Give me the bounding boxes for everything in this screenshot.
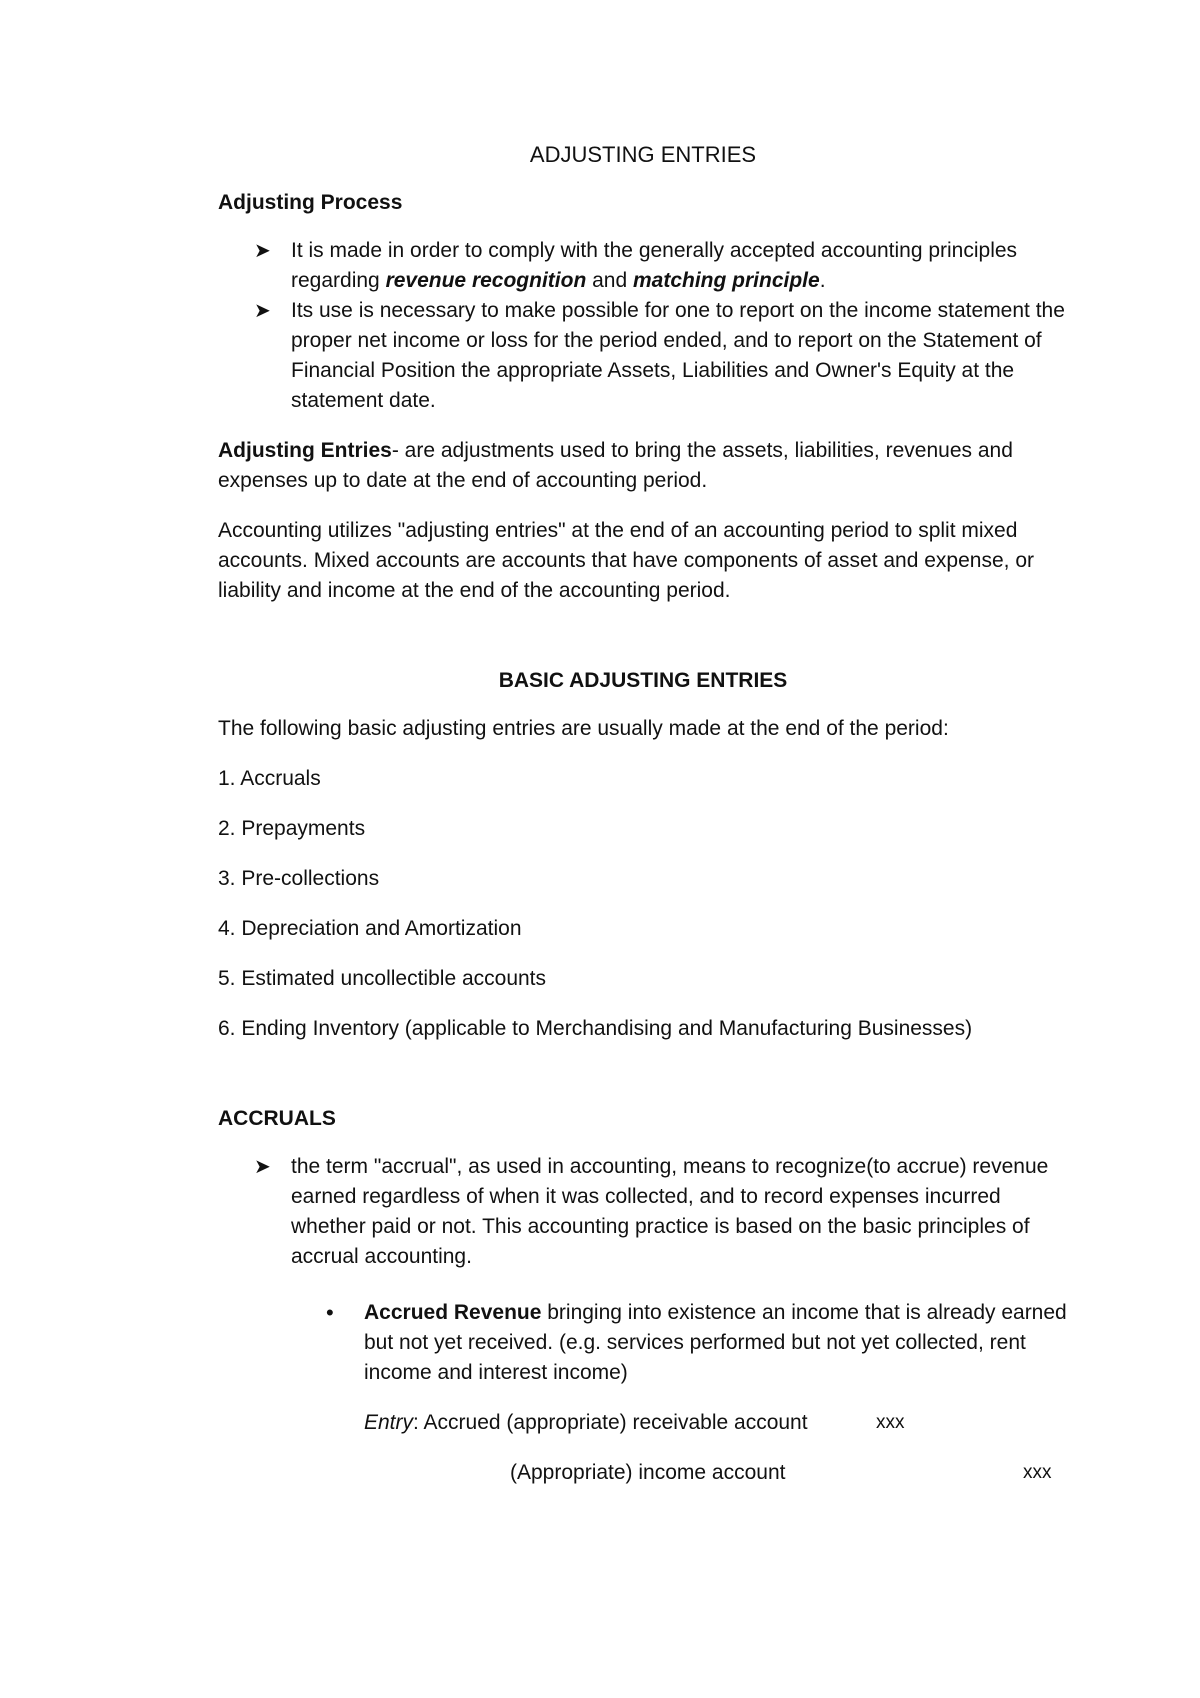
accruals-list bbox=[218, 1152, 1068, 1272]
arrow-bullet-icon: ➤ bbox=[254, 1156, 271, 1178]
entry-debit-amount: xxx bbox=[876, 1412, 905, 1433]
adjusting-process-heading: Adjusting Process bbox=[218, 191, 403, 214]
arrow-bullet-icon: ➤ bbox=[254, 240, 271, 262]
basic-intro-text: The following basic adjusting entries are usually made at the end of the period: bbox=[218, 717, 949, 740]
bullet-dot-icon: • bbox=[326, 1300, 334, 1325]
entry-credit-line bbox=[218, 1458, 1068, 1488]
list-item: 1. Accruals bbox=[218, 767, 321, 790]
accrued-revenue-item: • Accrued Revenue bringing into existence an income that is already earned but not yet received. (e.g. services performed but not yet collected, rent income and interest income) bbox=[326, 1300, 1067, 1384]
list-item: ➤ It is made in order to comply with the generally accepted accounting principles regarding revenue recognition and matching principle. bbox=[218, 236, 1068, 296]
entry-credit-amount: xxx bbox=[1023, 1462, 1052, 1483]
list-item: 5. Estimated uncollectible accounts bbox=[218, 967, 547, 990]
list-item: 2. Prepayments bbox=[218, 817, 366, 840]
basic-adjusting-entries-heading: BASIC ADJUSTING ENTRIES bbox=[498, 669, 788, 692]
list-item: 6. Ending Inventory (applicable to Merchandising and Manufacturing Businesses) bbox=[218, 1017, 973, 1040]
document-page bbox=[218, 140, 1068, 1508]
adjusting-process-list bbox=[218, 236, 1068, 416]
list-item: ➤ the term "accrual", as used in accounting, means to recognize(to accrue) revenue earned regardless of when it was collected, and to record expenses incurred whether paid or not. This accounting practice is based on the basic principles of accrual accounting. bbox=[218, 1152, 1068, 1272]
list-item: 3. Pre-collections bbox=[218, 867, 380, 890]
matching-principle-term: matching principle bbox=[633, 269, 820, 292]
accrued-revenue-term: Accrued Revenue bbox=[364, 1301, 542, 1324]
mixed-accounts-paragraph: Accounting utilizes "adjusting entries" at the end of an accounting period to split mixed accounts. Mixed accounts are accounts that have components of asset and expense, or liability and income at the end of the accounting period. bbox=[218, 519, 1034, 602]
list-item: 4. Depreciation and Amortization bbox=[218, 917, 522, 940]
arrow-bullet-icon: ➤ bbox=[254, 300, 271, 322]
adjusting-entries-definition: Adjusting Entries- are adjustments used to bring the assets, liabilities, revenues and expenses up to date at the end of accounting period. bbox=[218, 439, 1013, 492]
document-title: ADJUSTING ENTRIES bbox=[529, 142, 757, 167]
basic-entries-list bbox=[218, 764, 1068, 1044]
entry-label: Entry bbox=[364, 1411, 414, 1434]
entry-debit-line bbox=[218, 1408, 1068, 1438]
revenue-recognition-term: revenue recognition bbox=[385, 269, 587, 292]
adjusting-entries-term: Adjusting Entries bbox=[218, 439, 392, 462]
accruals-heading: ACCRUALS bbox=[218, 1107, 336, 1130]
list-item: ➤ Its use is necessary to make possible for one to report on the income statement the proper net income or loss for the period ended, and to report on the Statement of Financial Position the appropriate Assets, Liabilities and Owner's Equity at the statement date. bbox=[218, 296, 1068, 416]
entry-debit-account: : Accrued (appropriate) receivable account bbox=[413, 1411, 808, 1434]
entry-credit-account: (Appropriate) income account bbox=[510, 1461, 786, 1484]
